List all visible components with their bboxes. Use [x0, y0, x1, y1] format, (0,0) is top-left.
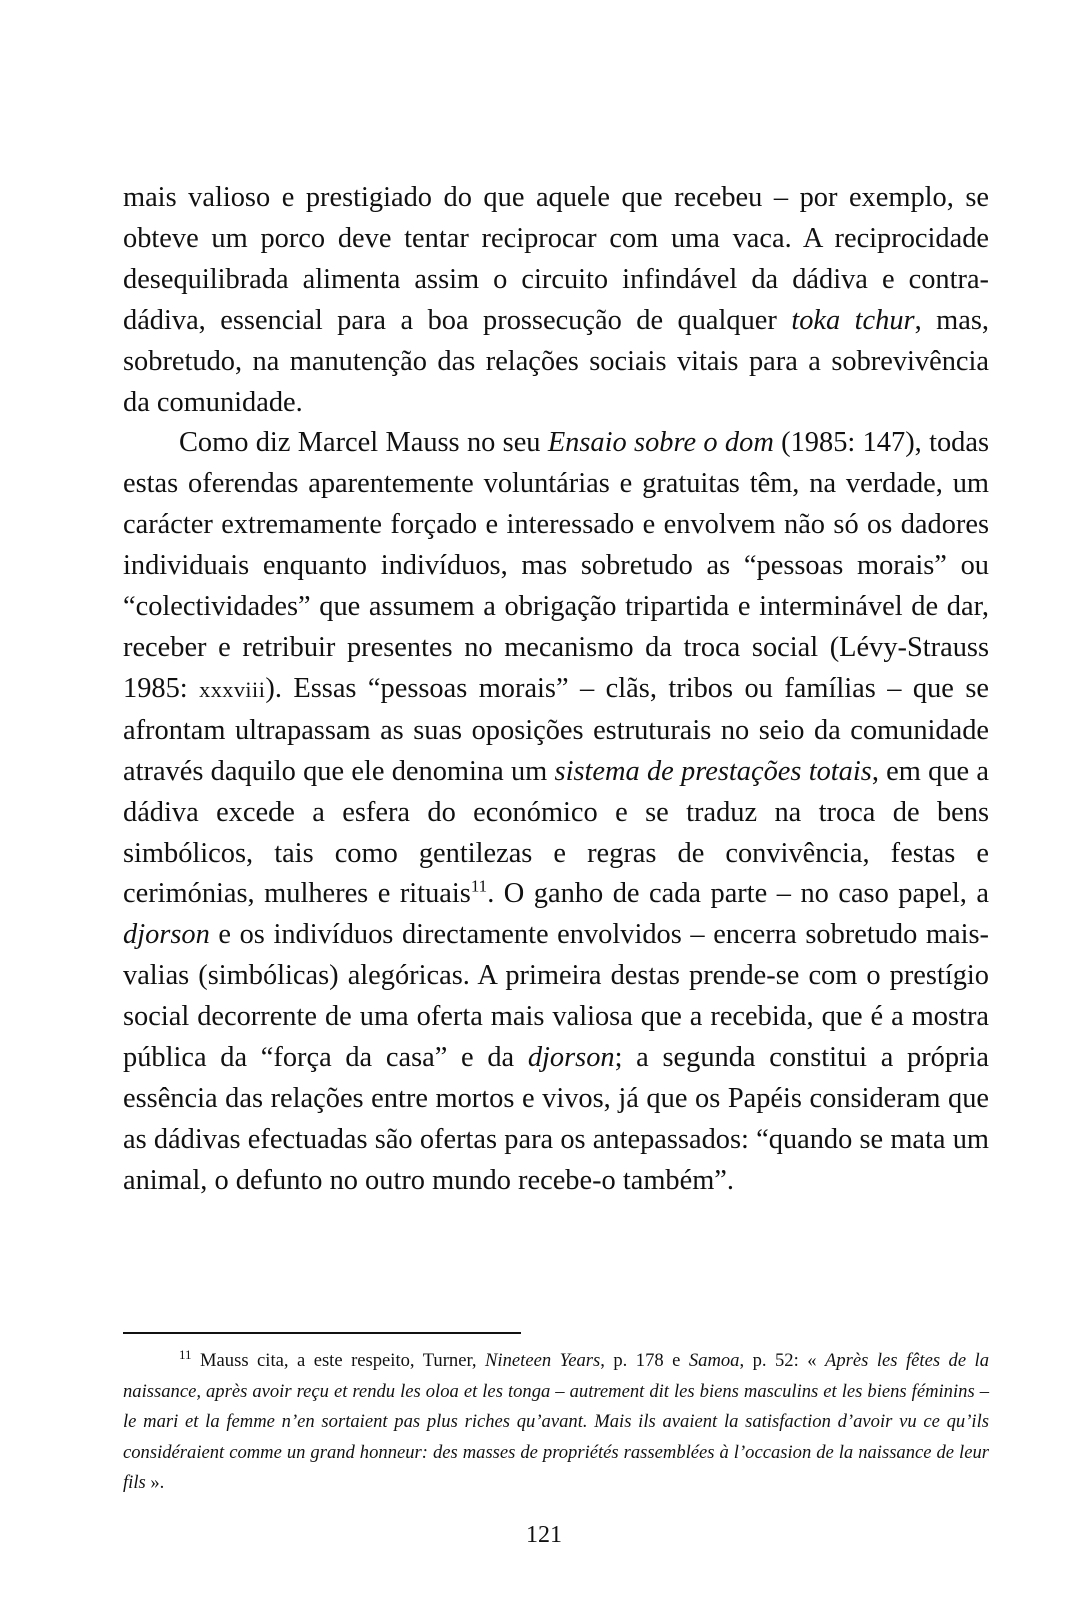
text-run: . O ganho de cada parte – no caso papel, a: [487, 878, 989, 910]
text-run: Mauss cita, a este respeito, Turner,: [191, 1350, 486, 1371]
body-text: [123, 178, 989, 1202]
text-run: , p. 52: «: [739, 1350, 826, 1371]
page-number: 121: [526, 1522, 562, 1548]
text-run: , em que a dádiva excede a esfera do económico e se traduz na troca de bens simbólicos, tais como gentilezas e regras de convivência, festas e cerimónias, mulheres e rituais: [123, 755, 990, 910]
paragraph-1: [123, 178, 989, 423]
book-title: Samoa: [688, 1350, 740, 1371]
footnote-reference[interactable]: 11: [470, 876, 488, 896]
text-run: ). Essas “pessoas morais” – clãs, tribos ou famílias – que se afrontam ultrapassam as suas oposições estruturais no seio da comunidade através daquilo que ele denomina um: [123, 672, 989, 787]
text-run: mais valioso e prestigiado do que aquele que recebeu – por exemplo, se obteve um porco deve tentar reciprocar com uma vaca. A reciprocidade desequilibrada alimenta assim o circuito infindável da dádiva e contra-dádiva, essencial para a boa prossecução de qualquer: [123, 182, 989, 336]
text-run: ; a segunda constitui a própria essência das relações entre mortos e vivos, já que os Papéis consideram que as dádivas efectuadas são ofertas para os antepassados: “quando se mata um animal, o defunto no outro mundo recebe-o também”.: [123, 1042, 989, 1196]
paragraph-2: [123, 423, 989, 1201]
italic-term: djorson: [527, 1042, 615, 1074]
footnote: [123, 1346, 989, 1499]
italic-term: toka tchur: [791, 304, 915, 336]
italic-term: sistema de prestações totais: [554, 755, 872, 787]
footnote-number: 11: [179, 1346, 192, 1362]
book-title: Ensaio sobre o dom: [547, 427, 774, 459]
text-run: , mas, sobretudo, na manutenção das relações sociais vitais para a sobrevivência da comunidade.: [123, 304, 989, 418]
text-run: (1985: 147), todas estas oferendas aparentemente voluntárias e gratuitas têm, na verdade, um carácter extremamente forçado e interessado e envolvem não só os dadores individuais enquanto indivíduos, mas sobretudo as “pessoas morais” ou “colectividades” que assumem a obrigação tripartida e interminável de dar, receber e retribuir presentes no mecanismo da troca social (Lévy-Strauss 1985:: [123, 427, 990, 704]
footnote-divider: [123, 1332, 521, 1334]
italic-term: djorson: [123, 919, 210, 951]
book-title: Nineteen Years: [485, 1350, 601, 1371]
french-quotation: Après les fêtes de la naissance, après avoir reçu et rendu les oloa et les tonga – autrement dit les biens masculins et les biens féminins – le mari et la femme n’en sortaient pas plus riches qu’avant. Mais ils avaient la satisfaction d’avoir vu ce qu’ils considéraient comme un grand honneur: des masses de propriétés rassemblées à l’occasion de la naissance de leur fils: [123, 1350, 990, 1494]
text-run: Como diz Marcel Mauss no seu: [179, 427, 548, 459]
text-run: e os indivíduos directamente envolvidos – encerra sobretudo mais-valias (simbólicas) alegóricas. A primeira destas prende-se com o prestígio social decorrente de uma oferta mais valiosa que a recebida, que é a mostra pública da “força da casa” e da: [123, 919, 989, 1074]
text-run: , p. 178 e: [600, 1350, 689, 1371]
text-run: ».: [145, 1472, 165, 1494]
roman-page-ref: xxxviii: [199, 676, 266, 702]
